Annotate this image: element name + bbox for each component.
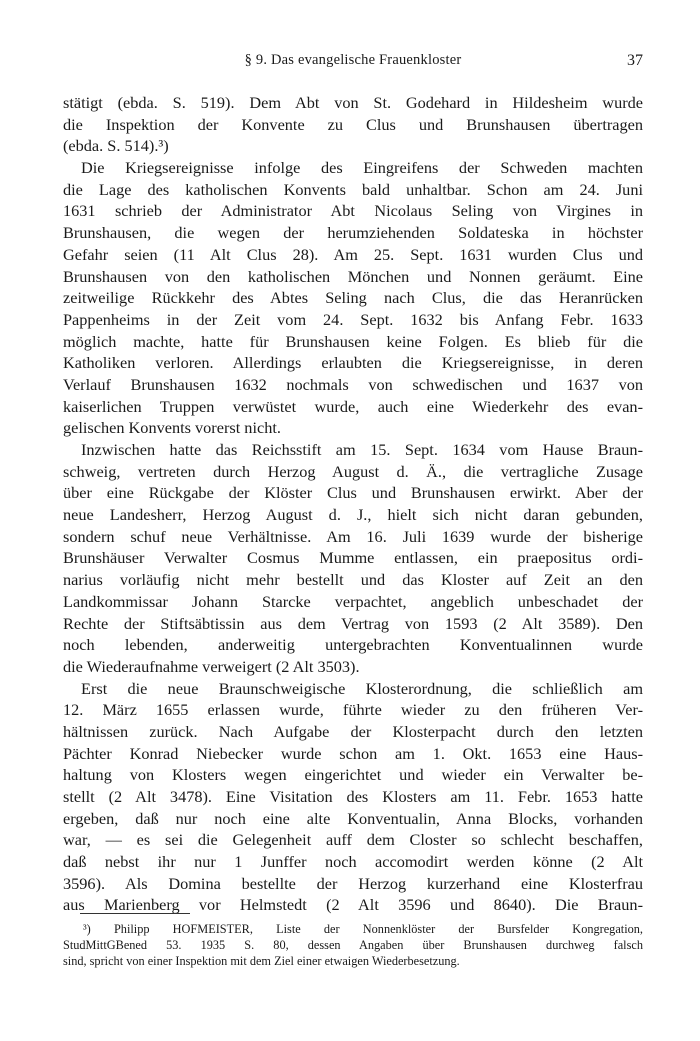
text-line: Rechte der Stiftsäbtissin aus dem Vertrag von 1593 (2 Alt 3589). Den <box>63 613 643 633</box>
text-line: narius vorläufig nicht mehr bestellt und das Kloster auf Zeit an den <box>63 570 643 590</box>
page-number: 37 <box>627 52 643 69</box>
text-line: Katholiken verloren. Allerdings erlaubten die Kriegsereignisse, in deren <box>63 353 643 373</box>
text-line: 12. März 1655 erlassen wurde, führte wieder zu den früheren Ver- <box>63 700 643 720</box>
text-line: Brunshausen, die wegen der herumziehenden Soldateska in höchster <box>63 223 643 243</box>
footnote-divider <box>80 913 190 914</box>
text-line: sondern schuf neue Verhältnisse. Am 16. Juli 1639 wurde der bisherige <box>63 526 643 546</box>
text-line: neue Landesherr, Herzog August d. J., hielt sich nicht daran gebunden, <box>63 505 643 525</box>
text-line: aus Marienberg vor Helmstedt (2 Alt 3596 und 8640). Die Braun- <box>63 895 643 915</box>
text-line: die Wiederaufnahme verweigert (2 Alt 3503). <box>63 656 360 676</box>
text-line: Verlauf Brunshausen 1632 nochmals von schwedischen und 1637 von <box>63 374 643 394</box>
text-line: Landkommissar Johann Starcke verpachtet, angeblich unbeschadet der <box>63 591 643 611</box>
footnote-line: StudMittGBened 53. 1935 S. 80, dessen Angaben über Brunshausen durchweg falsch <box>63 937 643 952</box>
text-line: Die Kriegsereignisse infolge des Eingreifens der Schweden machten <box>81 158 643 178</box>
text-line: Pächter Konrad Niebecker wurde schon am 1. Okt. 1653 eine Haus- <box>63 743 643 763</box>
text-line: stellt (2 Alt 3478). Eine Visitation des Klosters am 11. Febr. 1653 hatte <box>63 787 643 806</box>
footnote-line: ³) Philipp HOFMEISTER, Liste der Nonnenklöster der Bursfelder Kongregation, <box>83 922 643 936</box>
text-line: hältnissen zurück. Nach Aufgabe der Klosterpacht durch den letzten <box>63 721 643 741</box>
text-line: Pappenheims in der Zeit vom 24. Sept. 1632 bis Anfang Febr. 1633 <box>63 309 643 329</box>
text-line: 1631 schrieb der Administrator Abt Nicolaus Seling von Virgines in <box>63 201 643 221</box>
text-line: noch lebenden, anderweitig untergebrachten Konventualinnen wurde <box>63 635 643 655</box>
text-line: Brunshausen von den katholischen Mönchen und Nonnen geräumt. Eine <box>63 266 643 286</box>
text-line: Inzwischen hatte das Reichsstift am 15. Sept. 1634 vom Hause Braun- <box>81 440 643 459</box>
text-line: gelischen Konvents vorerst nicht. <box>63 418 281 438</box>
main-text <box>63 92 643 916</box>
text-line: die Lage des katholischen Konvents bald unhaltbar. Schon am 24. Juni <box>63 179 643 199</box>
text-line: ergeben, daß nur noch eine alte Konventualin, Anna Blocks, vorhanden <box>63 808 643 828</box>
footnotes <box>63 922 643 969</box>
footnote-line: sind, spricht von einer Inspektion mit dem Ziel einer etwaigen Wiederbesetzung. <box>63 953 460 968</box>
text-line: die Inspektion der Konvente zu Clus und Brunshausen übertragen <box>63 114 643 134</box>
text-line: Gefahr seien (11 Alt Clus 28). Am 25. Sept. 1631 wurden Clus und <box>63 244 643 264</box>
text-line: stätigt (ebda. S. 519). Dem Abt von St. Godehard in Hildesheim wurde <box>63 93 643 112</box>
running-header <box>63 52 643 74</box>
text-line: Erst die neue Braunschweigische Klosterordnung, die schließlich am <box>81 678 643 698</box>
text-line: zeitweilige Rückkehr des Abtes Seling nach Clus, die das Heranrücken <box>63 288 643 308</box>
text-line: über eine Rückgabe der Klöster Clus und Brunshausen erwirkt. Aber der <box>63 483 643 503</box>
text-line: schweig, vertreten durch Herzog August d. Ä., die vertragliche Zusage <box>63 461 643 481</box>
text-line: 3596). Als Domina bestellte der Herzog kurzerhand eine Klosterfrau <box>63 873 643 893</box>
text-line: Brunshäuser Verwalter Cosmus Mumme entlassen, ein praepositus ordi- <box>63 548 643 568</box>
text-line: haltung von Klosters wegen eingerichtet und wieder ein Verwalter be- <box>63 765 643 785</box>
text-line: (ebda. S. 514).³) <box>63 136 169 156</box>
text-line: war, — es sei die Gelegenheit auff dem Closter so schlecht beschaffen, <box>63 830 643 850</box>
text-line: möglich machte, hatte für Brunshausen keine Folgen. Es blieb für die <box>63 331 643 351</box>
text-line: kaiserlichen Truppen verwüstet wurde, auch eine Wiederkehr des evan- <box>63 396 643 416</box>
chapter-title: § 9. Das evangelische Frauenkloster <box>244 52 462 68</box>
text-line: daß nebst ihr nur 1 Junffer noch accomodirt werden könne (2 Alt <box>63 852 643 872</box>
